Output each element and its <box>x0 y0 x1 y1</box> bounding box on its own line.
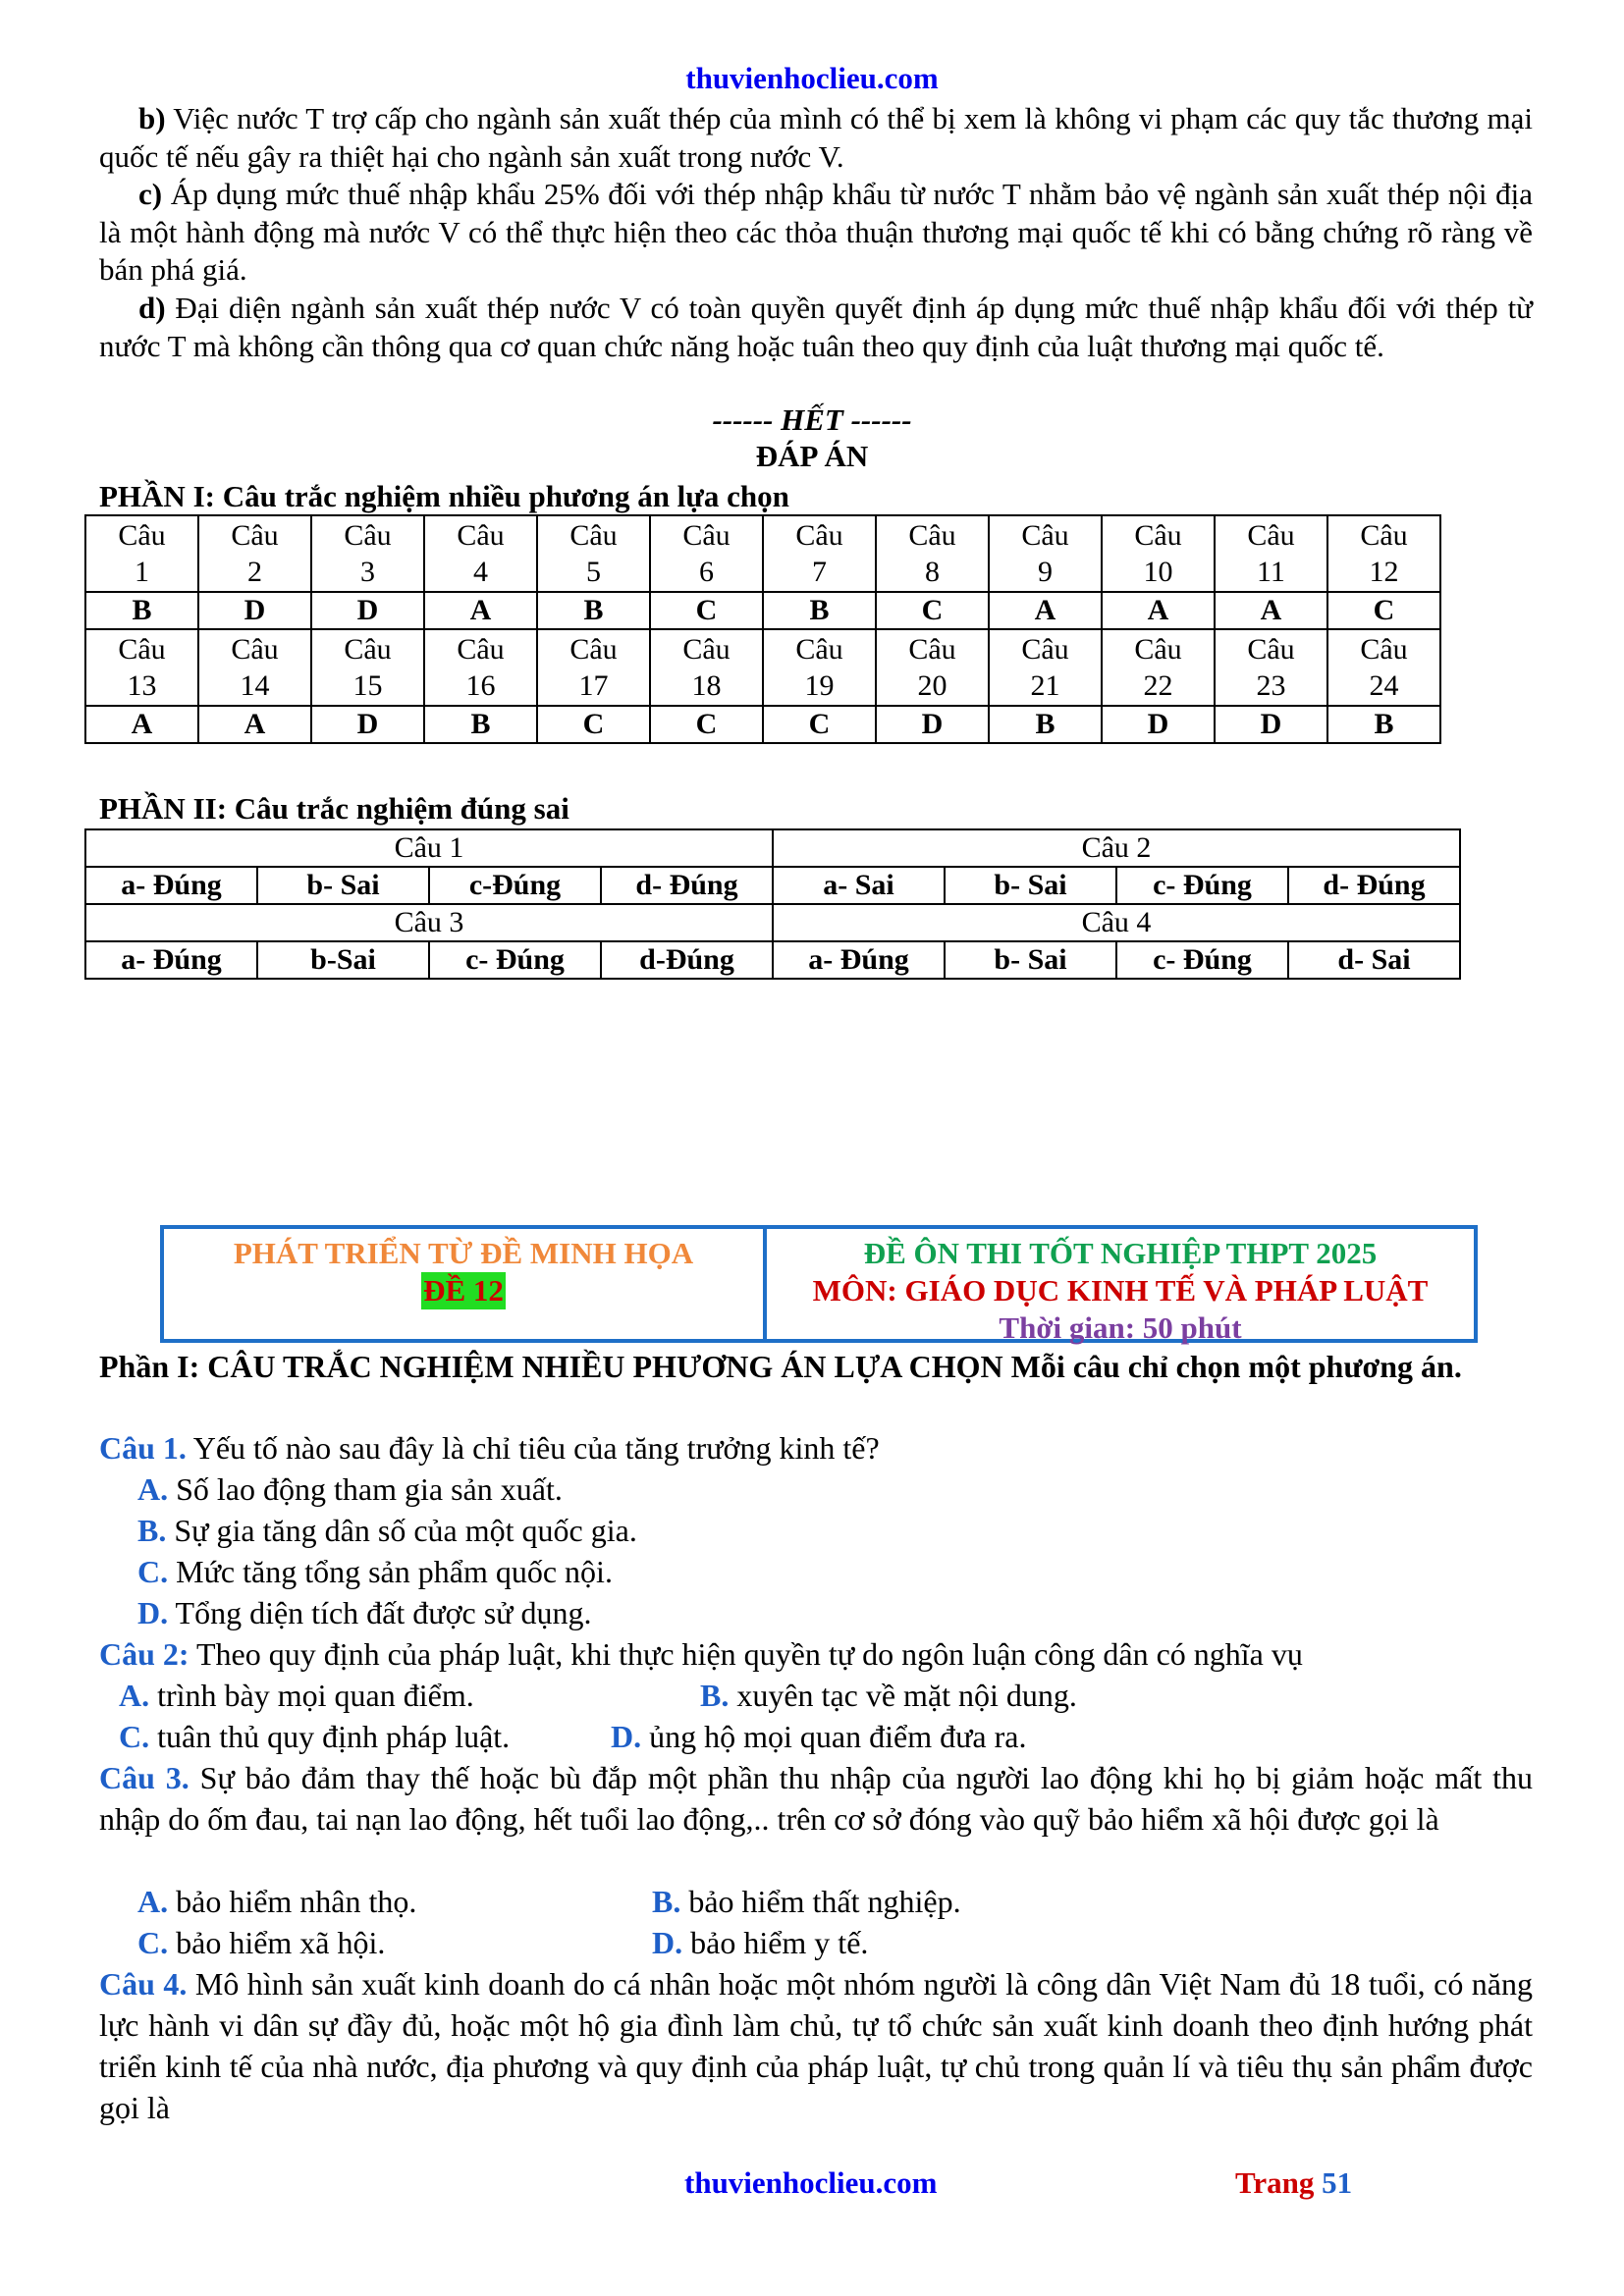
option-letter: C. <box>119 1719 150 1754</box>
cau-word: Câu <box>1021 633 1069 666</box>
q1-option-c[interactable] <box>137 1551 613 1592</box>
question-number-cell <box>1215 629 1327 706</box>
answer-letter-cell: A <box>198 706 311 743</box>
q2-option-d[interactable] <box>611 1716 1026 1757</box>
question-number-cell <box>198 629 311 706</box>
question-number: 14 <box>240 669 270 702</box>
cau-word: Câu <box>569 633 618 666</box>
option-text: Sự gia tăng dân số của một quốc gia. <box>174 1513 637 1548</box>
answer-letter-cell: A <box>989 592 1102 629</box>
tf-cell: a- Đúng <box>773 941 945 979</box>
cau-word: Câu <box>1021 519 1069 552</box>
item-d-text: Đại diện ngành sản xuất thép nước V có toàn quyền quyết định áp dụng mức thuế nhập khẩu đối với thép từ nước T mà không cần thông qua cơ quan chức năng hoặc tuân theo quy định của luật thương mại quốc tế. <box>99 291 1533 363</box>
cau-word: Câu <box>1360 519 1408 552</box>
answer-letter-cell: B <box>989 706 1102 743</box>
answer-letter-cell: C <box>763 706 876 743</box>
question-number: 1 <box>135 556 149 588</box>
tf-cell: d- Đúng <box>1288 867 1460 904</box>
question-number: 21 <box>1030 669 1060 702</box>
question-number-cell <box>876 629 989 706</box>
question-number: 8 <box>925 556 940 588</box>
question-number: 17 <box>578 669 609 702</box>
option-text: xuyên tạc về mặt nội dung. <box>736 1678 1077 1713</box>
cau-word: Câu <box>569 519 618 552</box>
q1-option-a[interactable] <box>137 1468 563 1510</box>
tf-q1-header: Câu 1 <box>85 829 773 867</box>
q3-option-a[interactable] <box>137 1881 416 1922</box>
answer-letter-cell: C <box>1327 592 1440 629</box>
option-letter: D. <box>652 1925 683 1960</box>
answer-letter-cell: B <box>424 706 537 743</box>
tf-cell: a- Đúng <box>85 941 257 979</box>
cau-word: Câu <box>795 519 843 552</box>
q2-option-c[interactable] <box>119 1716 510 1757</box>
option-letter: D. <box>611 1719 642 1754</box>
question-number-cell <box>763 515 876 592</box>
question-number-cell <box>763 629 876 706</box>
answer-key-title: ĐÁP ÁN <box>755 439 869 473</box>
question-number-cell <box>650 515 763 592</box>
question-number-cell <box>85 629 198 706</box>
question-number-cell <box>198 515 311 592</box>
end-marker: ------ HẾT ------ <box>712 402 912 437</box>
cau-word: Câu <box>118 633 166 666</box>
item-b-lead: b) <box>138 101 166 135</box>
q2-text: Theo quy định của pháp luật, khi thực hiện quyền tự do ngôn luận công dân có nghĩa vụ <box>189 1636 1303 1672</box>
answer-letter-cell: B <box>85 592 198 629</box>
tf-q3-header: Câu 3 <box>85 904 773 941</box>
item-c-lead: c) <box>138 177 163 211</box>
question-number-cell <box>989 515 1102 592</box>
question-number: 22 <box>1143 669 1173 702</box>
answer-letter-cell: C <box>650 706 763 743</box>
banner-time: Thời gian: 50 phút <box>999 1310 1242 1345</box>
page-num: 51 <box>1322 2165 1353 2200</box>
option-letter: B. <box>700 1678 730 1713</box>
option-text: bảo hiểm thất nghiệp. <box>688 1884 961 1919</box>
tf-cell: a- Đúng <box>85 867 257 904</box>
tf-cell: b- Sai <box>945 941 1116 979</box>
footer-page-number <box>1235 2165 1352 2201</box>
question-2 <box>99 1633 1533 1675</box>
question-number: 7 <box>812 556 827 588</box>
answer-letter-cell: A <box>1215 592 1327 629</box>
question-number-cell <box>650 629 763 706</box>
cau-word: Câu <box>1134 633 1182 666</box>
tf-q2-header: Câu 2 <box>773 829 1460 867</box>
tf-cell: d- Sai <box>1288 941 1460 979</box>
answer-letter-row <box>85 706 1440 743</box>
question-number: 16 <box>465 669 496 702</box>
question-number-cell <box>1215 515 1327 592</box>
q1-option-b[interactable] <box>137 1510 637 1551</box>
question-number-cell <box>876 515 989 592</box>
answer-letter-row <box>85 592 1440 629</box>
question-number: 9 <box>1038 556 1053 588</box>
question-number: 18 <box>691 669 722 702</box>
tf-answer-row-1 <box>85 867 1460 904</box>
option-letter: B. <box>652 1884 681 1919</box>
answer-letter-cell: B <box>537 592 650 629</box>
answer-letter-cell: C <box>537 706 650 743</box>
q4-label: Câu 4. <box>99 1966 188 2002</box>
question-number-cell <box>537 515 650 592</box>
question-number-cell <box>1327 515 1440 592</box>
item-c-paragraph <box>99 176 1533 290</box>
option-text: trình bày mọi quan điểm. <box>157 1678 474 1713</box>
cau-word: Câu <box>1360 633 1408 666</box>
option-text: Số lao động tham gia sản xuất. <box>176 1471 563 1507</box>
question-number: 23 <box>1256 669 1286 702</box>
q3-text: Sự bảo đảm thay thế hoặc bù đắp một phần thu nhập của người lao động khi họ bị giảm hoặc mất thu nhập do ốm đau, tai nạn lao động, hết tuổi lao động,.. trên cơ sở đóng vào quỹ bảo hiểm xã hội được gọi là <box>99 1760 1534 1837</box>
question-number: 15 <box>352 669 383 702</box>
tf-header-row-2 <box>85 904 1460 941</box>
question-number: 10 <box>1143 556 1173 588</box>
question-number: 20 <box>917 669 947 702</box>
tf-cell: c-Đúng <box>429 867 601 904</box>
cau-word: Câu <box>682 633 731 666</box>
option-text: tuân thủ quy định pháp luật. <box>157 1719 511 1754</box>
cau-word: Câu <box>344 633 392 666</box>
question-1 <box>99 1427 1533 1468</box>
tf-cell: c- Đúng <box>1116 867 1288 904</box>
question-number: 6 <box>699 556 714 588</box>
option-text: Mức tăng tổng sản phẩm quốc nội. <box>176 1554 613 1589</box>
question-number: 2 <box>247 556 262 588</box>
question-number: 12 <box>1369 556 1399 588</box>
answer-letter-cell: D <box>311 592 424 629</box>
question-number: 24 <box>1369 669 1399 702</box>
tf-cell: c- Đúng <box>1116 941 1288 979</box>
item-c-text: Áp dụng mức thuế nhập khẩu 25% đối với thép nhập khẩu từ nước T nhằm bảo vệ ngành sản xuất thép nội địa là một hành động mà nước V có thể thực hiện theo các thỏa thuận thương mại quốc tế khi có bằng chứng rõ ràng về bán phá giá. <box>99 177 1533 287</box>
tf-answer-row-2 <box>85 941 1460 979</box>
option-text: Tổng diện tích đất được sử dụng. <box>175 1595 592 1630</box>
question-number: 19 <box>804 669 835 702</box>
q1-label: Câu 1. <box>99 1430 187 1466</box>
item-d-lead: d) <box>138 291 166 325</box>
part2-answer-table <box>84 828 1461 980</box>
answer-letter-cell: B <box>1327 706 1440 743</box>
cau-word: Câu <box>795 633 843 666</box>
question-number: 5 <box>586 556 601 588</box>
cau-word: Câu <box>457 633 505 666</box>
question-number-cell <box>1327 629 1440 706</box>
cau-word: Câu <box>118 519 166 552</box>
answer-letter-cell: D <box>1215 706 1327 743</box>
section1-title: Phần I: CÂU TRẮC NGHIỆM NHIỀU PHƯƠNG ÁN LỰA CHỌN Mỗi câu chỉ chọn một phương án. <box>99 1349 1462 1384</box>
tf-cell: b-Sai <box>257 941 429 979</box>
tf-cell: d-Đúng <box>601 941 773 979</box>
q1-option-d[interactable] <box>137 1592 592 1633</box>
question-number-cell <box>537 629 650 706</box>
question-number-cell <box>311 515 424 592</box>
question-number: 13 <box>127 669 157 702</box>
answer-letter-cell: D <box>1102 706 1215 743</box>
banner-right <box>767 1229 1474 1345</box>
q3-option-b[interactable] <box>652 1881 961 1922</box>
question-number: 11 <box>1257 556 1285 588</box>
cau-word: Câu <box>908 519 956 552</box>
option-letter: C. <box>137 1925 169 1960</box>
answer-letter-cell: B <box>763 592 876 629</box>
banner-left <box>164 1229 767 1339</box>
q3-label: Câu 3. <box>99 1760 189 1795</box>
option-letter: A. <box>119 1678 150 1713</box>
footer-site-link[interactable]: thuvienhoclieu.com <box>684 2165 938 2200</box>
cau-word: Câu <box>457 519 505 552</box>
q2-option-b[interactable] <box>700 1675 1077 1716</box>
item-d-paragraph <box>99 290 1533 365</box>
answer-letter-cell: A <box>85 706 198 743</box>
banner-exam-title: ĐỀ ÔN THI TỐT NGHIỆP THPT 2025 <box>863 1236 1378 1270</box>
cau-word: Câu <box>908 633 956 666</box>
tf-header-row-1 <box>85 829 1460 867</box>
question-4 <box>99 1963 1533 2128</box>
answer-letter-cell: C <box>650 592 763 629</box>
question-number-cell <box>311 629 424 706</box>
tf-cell: c- Đúng <box>429 941 601 979</box>
question-number-cell <box>1102 629 1215 706</box>
cau-word: Câu <box>231 519 279 552</box>
cau-word: Câu <box>1247 519 1295 552</box>
tf-cell: a- Sai <box>773 867 945 904</box>
question-number: 4 <box>473 556 488 588</box>
cau-word: Câu <box>1134 519 1182 552</box>
part1-title: PHẦN I: Câu trắc nghiệm nhiều phương án lựa chọn <box>99 479 789 513</box>
cau-word: Câu <box>231 633 279 666</box>
option-text: bảo hiểm nhân thọ. <box>176 1884 417 1919</box>
cau-word: Câu <box>344 519 392 552</box>
answer-number-row <box>85 515 1440 592</box>
option-letter: D. <box>137 1595 169 1630</box>
option-letter: A. <box>137 1884 169 1919</box>
answer-number-row <box>85 629 1440 706</box>
option-text: ủng hộ mọi quan điểm đưa ra. <box>649 1719 1027 1754</box>
cau-word: Câu <box>682 519 731 552</box>
part1-answer-table <box>84 514 1441 744</box>
q2-option-a[interactable] <box>119 1675 474 1716</box>
q4-text: Mô hình sản xuất kinh doanh do cá nhân hoặc một nhóm người là công dân Việt Nam đủ 18 tuổi, có năng lực hành vi dân sự đầy đủ, hoặc một hộ gia đình làm chủ, tự tổ chức sản xuất kinh doanh theo định hướng phát triển kinh tế của nhà nước, địa phương và quy định của pháp luật, tự chủ trong quản lí và tiêu thụ sản phẩm được gọi là <box>99 1966 1534 2125</box>
q3-option-d[interactable] <box>652 1922 868 1963</box>
cau-word: Câu <box>1247 633 1295 666</box>
tf-cell: b- Sai <box>945 867 1116 904</box>
option-letter: A. <box>137 1471 169 1507</box>
q1-text: Yếu tố nào sau đây là chỉ tiêu của tăng trưởng kinh tế? <box>186 1430 880 1466</box>
question-3 <box>99 1757 1533 1840</box>
answer-letter-cell: D <box>311 706 424 743</box>
banner-origin: PHÁT TRIỂN TỪ ĐỀ MINH HỌA <box>233 1236 694 1270</box>
answer-letter-cell: A <box>424 592 537 629</box>
banner-subject: MÔN: GIÁO DỤC KINH TẾ VÀ PHÁP LUẬT <box>812 1273 1429 1308</box>
q2-label: Câu 2: <box>99 1636 189 1672</box>
part2-title: PHẦN II: Câu trắc nghiệm đúng sai <box>99 791 569 826</box>
question-number-cell <box>85 515 198 592</box>
option-letter: C. <box>137 1554 169 1589</box>
answer-letter-cell: D <box>876 706 989 743</box>
item-b-text: Việc nước T trợ cấp cho ngành sản xuất thép của mình có thể bị xem là không vi phạm các quy tắc thương mại quốc tế nếu gây ra thiệt hại cho ngành sản xuất trong nước V. <box>99 101 1533 174</box>
question-number: 3 <box>360 556 375 588</box>
question-number-cell <box>424 629 537 706</box>
header-site-link[interactable]: thuvienhoclieu.com <box>685 61 939 95</box>
answer-letter-cell: A <box>1102 592 1215 629</box>
item-b-paragraph <box>99 100 1533 176</box>
option-text: bảo hiểm xã hội. <box>176 1925 386 1960</box>
question-number-cell <box>1102 515 1215 592</box>
tf-cell: b- Sai <box>257 867 429 904</box>
banner-exam-number: ĐỀ 12 <box>423 1273 504 1308</box>
answer-letter-cell: C <box>876 592 989 629</box>
question-number-cell <box>424 515 537 592</box>
answer-letter-cell: D <box>198 592 311 629</box>
question-number-cell <box>989 629 1102 706</box>
tf-cell: d- Đúng <box>601 867 773 904</box>
q3-option-c[interactable] <box>137 1922 385 1963</box>
exam-banner <box>160 1225 1478 1343</box>
page-word: Trang <box>1235 2165 1323 2200</box>
option-letter: B. <box>137 1513 167 1548</box>
option-text: bảo hiểm y tế. <box>690 1925 869 1960</box>
tf-q4-header: Câu 4 <box>773 904 1460 941</box>
